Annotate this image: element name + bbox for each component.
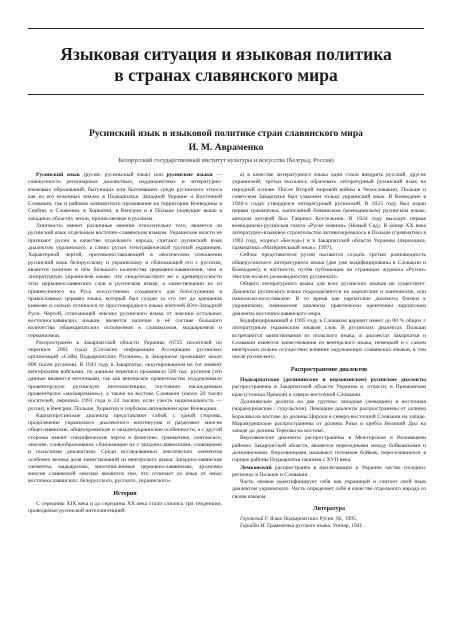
ref-text: Грамматика русского языка. Унгвар, 1941. [265, 523, 364, 530]
article-affiliation: Белорусский государственный институт культуры и искусства (Белград, Россия) [118, 157, 334, 164]
section-title-dialects: Распространение диалектов [290, 366, 368, 373]
term-bold: русинские языки [166, 172, 213, 178]
reference-item [232, 523, 426, 530]
article-author: И. М. Авраменко [188, 142, 264, 153]
text-span: распространены в Закарпатской области Украины и, отчасти, в Прешовском крае (столица Прешов) в северо-восточной Словакии. [232, 384, 426, 398]
paragraph: Лингвисты имеют различные мнения относительно того, является ли русинский язык отдельным восточно-славянским языком. Украинские власти не признают русин в качестве отдельного народа, считают русинский язык диалектом украинского, а самих русин этнографической группой украинцев. Характерной чертой, противопоставляющей в лексическом отношении русинский язык белорусскому и украинскому и сближающей его с русским, является наличие в нём большого количества церковнославянизмов, чем в литературную украинском языке, что свидетельствует не о древнерусскости этих церковнославянских слов в русинском языке, а заимствовании их из привнесённого на Русь искусственно созданного для богослужения в православных церквях языка, который был создан за сто лет до крещения киевлян и сильно отличался от простонародного языка жителей Юго-Западной Руси. Чертой, отличающей лексику русинского языка от лексики остальных восточнославянских языков, является наличие в её составе большого количества общекарпатских полонизмов и словакизмов, мадьяризмов и германизмов. [28, 223, 222, 339]
journal-title-line1: Языковая ситуация и языковая политика [60, 44, 392, 64]
ref-text: Язык Подкарпатских Русин. М., 1995. [268, 516, 358, 523]
text-span: (русин. русиньскый язык) или [80, 172, 167, 178]
ref-author: Геровский Г. [240, 516, 269, 523]
paragraph: Часть лемков идентифицирует себя как украинцей и считает свой язык диалектом украинского. Часть определяет себя в качестве отдельного народа со своим языком. [232, 479, 426, 500]
paragraph: Долинянские делятся на две группы: западная (лемацкие) и восточная (марамурешские / гуцульские). Лемацкие диалекты распространены от долины Боржавы на востоке до долины Цирохи в северо-восточной Словакии на западе. Марамурешские распространены от долины Рики и хребта Великий Дил на западе до долины Тересвы на востоке. [232, 398, 426, 435]
article-title: Русинский язык в языковой политике стран славянского мира [89, 128, 363, 139]
paragraph: Распространён в Закарпатской области Украины (6725 носителей по переписи 2001 года) (Согласно информации Ассоциации русинских организаций «Сойм Подкарпатских Русинов», в Закарпатье проживает около 800 тысяч русинов). В 1941 году в Закарпатье, оккупированном на тот момент венгерскими войсками, по данным переписи проживало 500 тыс. русинов (эти данные являются неточными, так как венгерское правительство поддерживало провенгерскую русинскую интеллигенцию, постоянно насаждаемым провенгерски «мальвроманн»), а также на востоке Словакии (около 20 тысяч носителей, перепись 1991 года и 24 тысячи, если учесть национальность — русин), в Венгрии, Польше, Хорватии и сербском автономном крае Воеводина. [28, 339, 222, 412]
right-column [232, 172, 426, 530]
left-column [28, 172, 222, 516]
section-title-history: История [113, 490, 137, 497]
term-bold: Лемковский [240, 464, 272, 471]
paragraph: Общего литературного языка для всех русинских языков не существует. Диалекты русинского языка подразделяются на карпатские и паннонские, или паннонско-югославские. В то время как карпатские диалекты близки к украинскому, паннонские диалекты практически идентичны карпатским диалекты восточнославянского мира. [232, 281, 426, 317]
text-span: распространён в прилегающих к Украине частях соседних регионах в Польше и Словакии. [232, 464, 426, 478]
section-title-literature: Литература [313, 506, 345, 513]
paragraph: Сейчас представители русин пытаются создать третью разновидность общерусинского литературного языка (две уже кодифицированы в Словакии и Воеводине), в частности, путём публикации на страницах журнала «Русин» текстов на всех разновидностях русинского. [232, 252, 426, 281]
paragraph [232, 465, 426, 480]
paragraph: а) в качестве литературного языка одни стали внедрять русский, другие украинский, третьи пытались образовать литературный русинский язык на народной основе. После Второй мировой войны в Чехословакии, Польше и советском Закарпатье был узаконен только украинский язык. В Воеводине в 1920-х годах утвердился литературный русинский. В 1923 году был издан первая грамматика, написанной бачванском (воеводинском) русинском языке, автором которой был Гавриил Костельник. В 1924 году выходит первая воеводинско-русинская газета «Руске новини» (Новый Сад). В конце XX века литературно-языковое строительство активизировалось в Польше (грамматика в 1992 году, журнал «Беседа») и в Закарпатской области Украины (периодика, грамматика «Материнськый язык», 1997). [232, 172, 426, 251]
header-rule-top [28, 28, 424, 29]
paragraph: Кодифицированный в 1995 году в Словакии вариант имеет до 80 % общих с литературным украинским языком слов. В русинских диалектах Польши встречаются заимствования из польского языка, в диалектах Закарпатья и Словакии имеются заимствования из венгерского языка, немецкий и с самом венгерском сильно осуществил влияние окружающих славянских языков, в том числе русинского. [232, 317, 426, 361]
paragraph: Карпаторусинские диалекты представляют собой, с одной стороны, продолжение украинского диалектного континуума и разделяют многие общеславянские, общеукраинские и западноукраинские особенности, а с другой стороны имеют специфические черты в фонетике, грамматике, синтаксисе, лексике, словообразовании, сближающие их с западнославянскими, словацкими и польскими диалектами. Среди исследованных лексических элементов особенно велика доля заимствований из венгерского языка. Западнославянские элементы, мадьяризмы, многочисленные церковнославянизмы, архаизмы многие славянской лексики являются тем, что отличает их язык от иных восточнославянских: белорусского, русского, украинского» [28, 412, 222, 485]
journal-section-title [28, 44, 424, 86]
ref-author: Гарайда И. [240, 523, 266, 530]
header-rule-bottom [28, 94, 424, 95]
term-bold: Подкарпатские (долинянские и верховинские) русинские диалекты [240, 377, 426, 384]
paragraph [28, 172, 222, 223]
paragraph: Верховинские диалекты распространены в Межгорском и Воловецком районах Закарпатской области, являются переходными между бойковскими и долинянскими. Верховинцами называют потомков бойков, переселившихся в горные районы Подкарпатья начиная с XVII века. [232, 435, 426, 464]
paragraph [232, 377, 426, 399]
text-span: — совокупность регионарных диалектных, наддиалектных и литературно-языковых образований, бытующих или бытовавших среди русинского этноса как из его исконных землях в Подкарпатье, Западной Украине и Восточной Словакии, так и районах компактного проживания на территории Воеводины в Сербии, в Словении, в Хорватии, в Венгрии и в Польше (живущие выше в западных областях земли, причисляемые к русинам. [28, 172, 222, 222]
paragraph: С середины XIX века и до середины XX века стали слились три тенденции, проводимые русинской интеллигенцией: [28, 501, 222, 515]
journal-title-line2: в странах славянского мира [114, 65, 338, 85]
term-bold: Русинский язык [36, 172, 80, 178]
